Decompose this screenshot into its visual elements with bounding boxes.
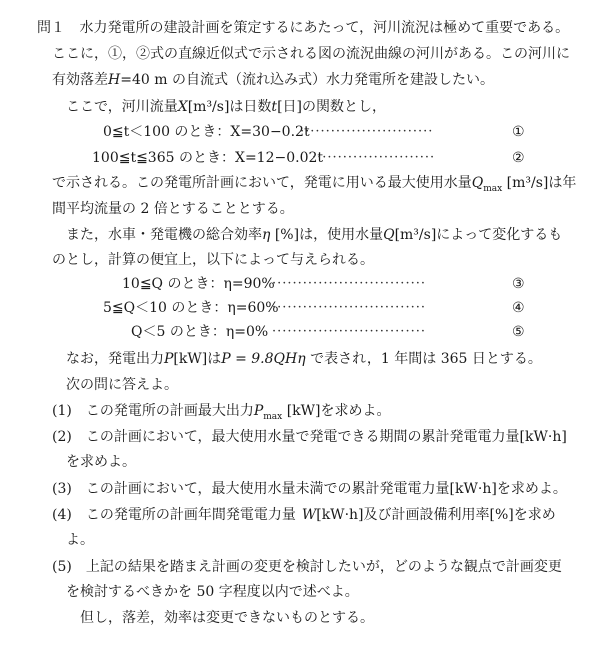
problem-line-3: 有効落差H=40 m の自流式（流れ込み式）水力発電所を建設したい。 [52, 72, 494, 88]
question-2-line-2: を求めよ。 [66, 454, 136, 470]
question-4-line-2: よ。 [66, 532, 94, 548]
question-1: (1) この発電所の計画最大出力$P_{max}$ [kW]を求めよ。 [52, 403, 391, 422]
problem-line-4: ここで，河川流量X[m³/s]は日数t[日]の関数とし， [66, 99, 386, 115]
equation-1: 0≦t＜100 のとき：X=30−0.2t [103, 124, 310, 140]
problem-line-10: 次の問に答えよ。 [66, 377, 178, 393]
equation-3: 10≦Q のとき：η=90% [122, 276, 275, 292]
equation-3-number: ③ [512, 276, 525, 292]
equation-5: Q＜5 のとき：η=0% [131, 324, 269, 340]
question-2-line-1: (2) この計画において，最大使用水量で発電できる期間の累計発電電力量[kW·h] [52, 429, 567, 445]
equation-1-number: ① [512, 124, 525, 140]
leader-dots: ······························ [272, 300, 426, 315]
problem-line-6: 間平均流量の 2 倍とすることとする。 [52, 201, 294, 217]
leader-dots: ······························ [272, 276, 426, 291]
problem-line-1: 問１ 水力発電所の建設計画を策定するにあたって，河川流況は極めて重要である。 [37, 20, 570, 36]
problem-label: 問１ [37, 20, 65, 36]
equation-2: 100≦t≦365 のとき：X=12−0.02t [92, 150, 324, 166]
equation-5-number: ⑤ [512, 324, 525, 340]
equation-4-number: ④ [512, 300, 525, 316]
problem-line-2: ここに，①，②式の直線近似式で示される図の流況曲線の河川がある。この河川に [52, 46, 570, 62]
question-5-line-2: を検討するべきかを 50 字程度以内で述べよ。 [66, 584, 359, 600]
problem-line-7: また，水車・発電機の総合効率η [%]は，使用水量Q[m³/s]によって変化するも [66, 227, 563, 243]
question-4-line-1: (4) この発電所の計画年間発電電力量 W[kW·h]及び計画設備利用率[%]を求め [52, 507, 556, 523]
question-5-line-3: 但し，落差，効率は変更できないものとする。 [80, 610, 374, 626]
problem-line-9: なお，発電出力P[kW]はP = 9.8QHη で表され，1 年間は 365 日とする。 [66, 351, 542, 367]
problem-line-8: のとし，計算の便宜上，以下によって与えられる。 [52, 252, 374, 268]
question-3: (3) この計画において，最大使用水量未満での累計発電電力量[kW·h]を求めよ。 [52, 481, 567, 497]
leader-dots: ························ [312, 150, 436, 165]
equation-2-number: ② [512, 150, 525, 166]
leader-dots: ·························· [300, 124, 434, 139]
problem-line-5: で示される。この発電所計画において，発電に用いる最大使用水量$Q_{max}$ [m³/s]は年 [52, 175, 577, 194]
equation-4: 5≦Q＜10 のとき：η=60% [103, 300, 279, 316]
leader-dots: ······························ [272, 324, 426, 339]
question-5-line-1: (5) 上記の結果を踏まえ計画の変更を検討したいが，どのような観点で計画変更 [52, 559, 562, 575]
